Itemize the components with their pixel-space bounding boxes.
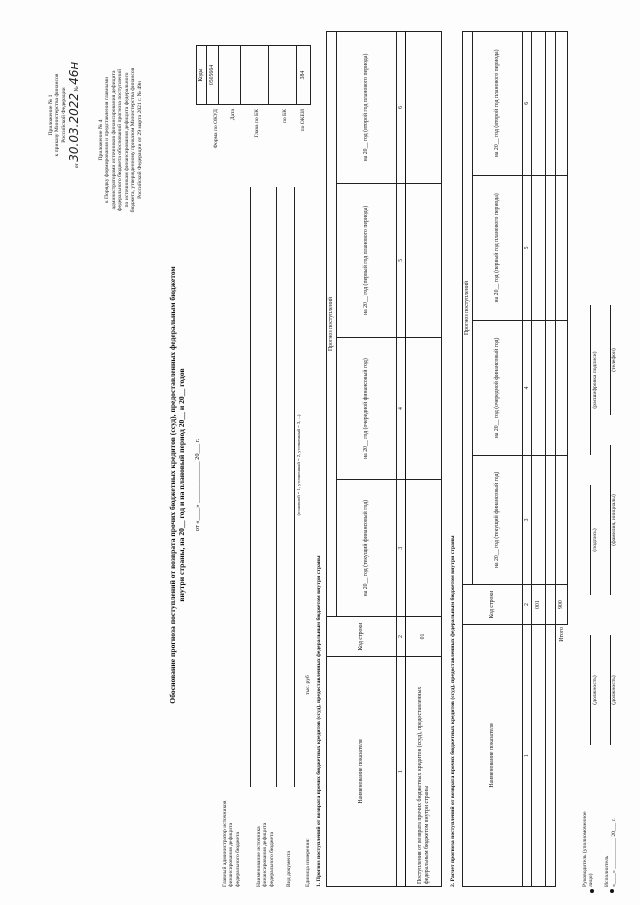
okei-code: 384	[297, 46, 311, 105]
scan-speck	[610, 889, 614, 893]
bk-chief-cell	[241, 46, 269, 105]
annex4-note	[98, 35, 143, 245]
unit-value: тыс. руб	[305, 675, 311, 695]
s1-row-name: Поступления от возврата прочих бюджетных кредитов (ссуд), предоставленных федеральным бюджетом внутри страны	[406, 657, 442, 887]
doc-type-line	[294, 187, 295, 787]
annex4-line: Приложение № 4	[98, 119, 104, 161]
s2-num: 6	[522, 32, 532, 176]
section2-title: 2. Расчет прогноза поступлений от возврата прочих бюджетных кредитов (ссуд), предоставленных федеральным бюджетом внутри страны	[450, 535, 456, 887]
rotated-form-page	[10, 15, 620, 895]
executor-label: Исполнитель	[604, 855, 610, 887]
annex4-line: Российской Федерации от 29 марта 2021 г. № 49н	[136, 81, 143, 199]
order-number: 46н	[67, 61, 82, 85]
okei-label: по ОКЕИ	[300, 109, 306, 132]
bk-chief-label: Глава по БК	[254, 109, 260, 138]
annex-line: Российской Федерации	[60, 87, 67, 143]
s1-col-cur: на 20__ год (текущий финансовый год)	[336, 480, 396, 617]
section1-table	[326, 31, 442, 887]
section1-title: 1. Прогноз поступлений от возврата прочих бюджетных кредитов (ссуд), предоставленных федеральным бюджетом внутри страны	[316, 555, 322, 887]
executor-phone-caption: (телефон)	[611, 348, 617, 372]
s2-cell	[532, 175, 546, 320]
s1-cell	[406, 32, 442, 184]
s1-num: 2	[396, 617, 406, 657]
s2-empty	[546, 625, 556, 887]
head-label: Руководитель (уполномоченное лицо)	[582, 811, 595, 887]
s2-empty	[546, 175, 556, 320]
bk-label: по БК	[282, 109, 288, 124]
s2-col-next: на 20__ год (очередной финансовый год)	[472, 321, 522, 456]
section2-table	[462, 31, 568, 887]
okud-code: 0505664	[207, 46, 219, 105]
order-date: 30.03.2022	[67, 93, 82, 162]
document-title	[168, 225, 187, 745]
s2-cell	[532, 321, 546, 456]
unit-label: Единица измерения:	[305, 838, 311, 887]
annex-line: Приложение № 1	[48, 94, 54, 136]
s1-num: 5	[396, 183, 406, 337]
scan-speck	[590, 889, 594, 893]
s2-cell	[532, 32, 546, 176]
okud-label: Форма по ОКУД	[213, 109, 219, 149]
s2-num: 2	[522, 585, 532, 625]
date-line: от «____» _____________ 20___ г.	[194, 438, 201, 532]
bk-cell	[269, 46, 297, 105]
annex4-line: к Порядку формирования и представления главными	[104, 76, 111, 204]
head-decoding-caption: (расшифровка подписи)	[592, 351, 598, 409]
annex-note	[48, 25, 82, 205]
s2-total-cell	[556, 32, 568, 176]
s1-col-forecast: Прогноз поступлений	[327, 32, 337, 617]
s2-col-code: Код строки	[463, 585, 523, 625]
s2-col-first: на 20__ год (первый год планового периода)	[472, 175, 522, 320]
s1-col-next: на 20__ год (очередной финансовый год)	[336, 337, 396, 479]
head-signature-caption: (подпись)	[592, 528, 598, 552]
head-decoding-line	[590, 305, 591, 455]
signature-date: «____» ___________ 20___ г.	[611, 818, 617, 887]
head-position-caption: (должность)	[592, 675, 598, 705]
chief-admin-label: Главный администратор источников финансирования дефицита федерального бюджета	[222, 800, 241, 887]
s2-row-name	[532, 625, 546, 887]
date-cell	[219, 46, 241, 105]
s1-num: 4	[396, 337, 406, 479]
s2-cell	[532, 455, 546, 584]
s2-total-cell	[556, 321, 568, 456]
s2-total-cell	[556, 455, 568, 584]
s2-num: 4	[522, 321, 532, 456]
codes-table	[196, 45, 311, 105]
s1-cell	[406, 480, 442, 617]
s2-col-second: на 20__ год (второй год планового периода)	[472, 32, 522, 176]
s2-num: 3	[522, 455, 532, 584]
codes-header: Коды	[197, 46, 207, 105]
head-position-line	[590, 635, 591, 745]
title-line-2: внутри страны, на 20__ год и на плановый период 20__ и 20__ годов	[177, 368, 187, 602]
annex4-line: по источникам финансирования дефицита федерального	[123, 72, 130, 208]
annex-line: к приказу Министерства финансов	[54, 73, 61, 157]
s2-col-cur: на 20__ год (текущий финансовый год)	[472, 455, 522, 584]
order-from: от	[74, 163, 81, 169]
order-no-label: №	[74, 86, 81, 92]
doc-type-label: Вид документа	[286, 851, 292, 887]
s2-num: 5	[522, 175, 532, 320]
s1-num: 6	[396, 32, 406, 184]
doc-type-hint: (основной = 1, уточненный = 2, уточненный = 3, ...)	[296, 414, 301, 516]
order-line	[68, 25, 82, 205]
chief-admin-line	[250, 187, 251, 787]
s2-total-label: Итого	[558, 627, 565, 642]
executor-position-caption: (должность)	[611, 675, 617, 705]
s2-empty	[546, 585, 556, 625]
s1-col-second: на 20__ год (второй год планового периода)	[336, 32, 396, 184]
s2-col-name: Наименование показателя	[463, 625, 523, 887]
source-name-label: Наименование источника финансирования дефицита федерального бюджета	[256, 822, 275, 887]
annex4-line: бюджета, утвержденному приказом Министерства финансов	[130, 67, 137, 213]
s1-cell	[406, 183, 442, 337]
s1-col-first: на 20__ год (первый год планового периода)	[336, 183, 396, 337]
s2-total-code: 900	[556, 585, 568, 625]
s1-num: 3	[396, 480, 406, 617]
annex4-line: федерального бюджета обоснований прогноза поступлений	[117, 68, 124, 212]
executor-fio-caption: (фамилия, инициалы)	[611, 494, 617, 546]
s2-row-code: 001	[532, 585, 546, 625]
s1-col-name: Наименование показателя	[327, 657, 397, 887]
annex4-line: администраторами источников финансирования дефицита	[110, 70, 117, 210]
s2-num: 1	[522, 625, 532, 887]
s2-total-cell	[556, 175, 568, 320]
s2-empty	[546, 321, 556, 456]
s1-row-code: 01	[406, 617, 442, 657]
s1-num: 1	[396, 657, 406, 887]
source-name-line	[276, 187, 277, 787]
s2-empty	[546, 455, 556, 584]
head-signature-line	[590, 485, 591, 595]
s1-cell	[406, 337, 442, 479]
title-line-1: Обоснование прогноза поступлений от возврата прочих бюджетных кредитов (ссуд), предоставленных федеральным бюджетом	[168, 266, 177, 704]
date-label: Дата	[230, 109, 236, 121]
s2-empty	[546, 32, 556, 176]
s1-col-code: Код строки	[327, 617, 397, 657]
s2-col-forecast: Прогноз поступлений	[463, 32, 473, 585]
